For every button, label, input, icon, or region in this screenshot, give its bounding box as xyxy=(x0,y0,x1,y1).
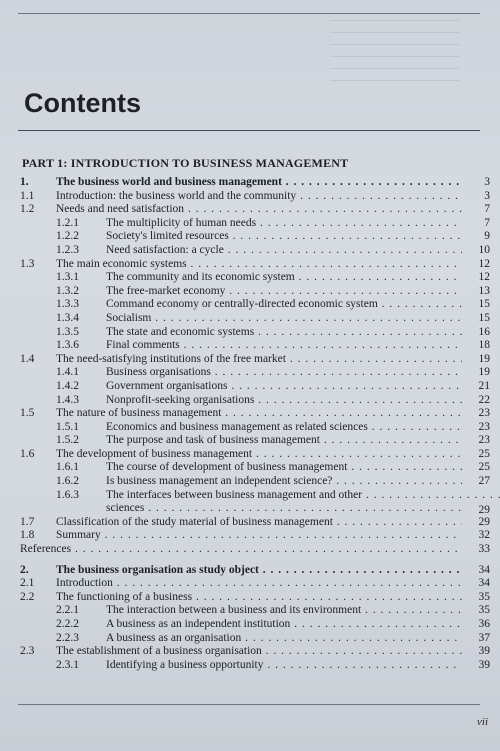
toc-entry xyxy=(0,577,500,591)
toc-entry xyxy=(0,203,500,217)
entry-page-number: 37 xyxy=(478,631,490,644)
entry-page-number: 32 xyxy=(478,529,490,542)
entry-page-number: 34 xyxy=(478,563,490,576)
toc-entry xyxy=(0,366,500,380)
toc-entry xyxy=(0,529,500,543)
toc-entry xyxy=(0,604,500,618)
entry-number: 1.6 xyxy=(20,447,35,460)
entry-number: 1.6.1 xyxy=(56,461,79,474)
entry-number: 2. xyxy=(20,563,29,576)
entry-number: 1.3.4 xyxy=(56,311,79,324)
entry-title: The multiplicity of human needs . . . xyxy=(106,217,462,229)
entry-title: The business world and business management . . . xyxy=(56,176,462,188)
entry-number: 2.2.2 xyxy=(56,618,79,630)
toc-entry xyxy=(0,271,500,285)
entry-number: 1.7 xyxy=(20,515,35,528)
toc-entry xyxy=(0,244,500,258)
entry-title: Society's limited resources . . . xyxy=(106,230,462,242)
toc-entry xyxy=(0,543,500,557)
toc-entry xyxy=(0,461,500,475)
entry-title: References . . . xyxy=(20,543,462,555)
entry-number: 1.1 xyxy=(20,189,35,202)
toc-entry xyxy=(0,394,500,408)
entry-title: Introduction: the business world and the community . . . xyxy=(56,190,462,202)
entry-title: The interfaces between business management and other . . . xyxy=(106,489,500,501)
entry-page-number: 29 xyxy=(478,515,490,528)
entry-number: 1. xyxy=(20,176,29,188)
table-of-contents xyxy=(0,176,500,672)
toc-entry xyxy=(0,339,500,353)
toc-entry xyxy=(0,380,500,394)
entry-title: Final comments . . . xyxy=(106,339,462,351)
entry-title: Identifying a business opportunity . . . xyxy=(106,659,462,671)
entry-number: 2.1 xyxy=(20,577,35,590)
show-through-text xyxy=(330,20,460,90)
entry-title: A business as an independent institution . . . xyxy=(106,618,462,630)
entry-page-number: 22 xyxy=(478,393,490,406)
entry-page-number: 13 xyxy=(478,284,490,297)
entry-page-number: 12 xyxy=(478,257,490,270)
entry-page-number: 29 xyxy=(478,504,490,517)
entry-page-number: 9 xyxy=(484,230,490,243)
entry-number: 1.4.3 xyxy=(56,393,79,406)
entry-number: 1.4 xyxy=(20,352,35,365)
entry-number: 1.5.1 xyxy=(56,420,79,433)
entry-number: 1.4.1 xyxy=(56,366,79,379)
entry-title: The community and its economic system . . . xyxy=(106,271,462,283)
entry-title: The interaction between a business and its environment . . . xyxy=(106,604,462,616)
chapter-entry xyxy=(0,564,500,578)
entry-number: 1.3.2 xyxy=(56,284,79,297)
entry-title: The functioning of a business . . . xyxy=(56,591,462,603)
entry-page-number: 18 xyxy=(478,339,490,352)
entry-title: The need-satisfying institutions of the free market . . . xyxy=(56,353,462,365)
entry-page-number: 34 xyxy=(478,577,490,590)
toc-entry xyxy=(0,421,500,435)
entry-number: 2.2 xyxy=(20,590,35,603)
entry-title: The development of business management . . . xyxy=(56,448,462,460)
part-heading: PART 1: INTRODUCTION TO BUSINESS MANAGEMENT xyxy=(22,156,349,170)
entry-number: 1.6.2 xyxy=(56,475,79,488)
entry-title: The establishment of a business organisation . . . xyxy=(56,645,462,657)
bottom-rule xyxy=(18,704,480,705)
toc-entry xyxy=(0,618,500,632)
toc-entry xyxy=(0,353,500,367)
entry-number: 1.3 xyxy=(20,257,35,270)
entry-title: sciences . . . xyxy=(106,502,462,514)
entry-number: 2.3.1 xyxy=(56,658,79,671)
toc-entry xyxy=(0,632,500,646)
entry-title: Command economy or centrally-directed economic system . . . xyxy=(106,298,462,310)
entry-number: 1.2.3 xyxy=(56,243,79,256)
toc-entry xyxy=(0,516,500,530)
entry-number: 1.8 xyxy=(20,529,35,542)
entry-number: 1.5.2 xyxy=(56,434,79,447)
entry-page-number: 21 xyxy=(478,379,490,392)
entry-page-number: 36 xyxy=(478,618,490,630)
entry-title: The state and economic systems . . . xyxy=(106,326,462,338)
toc-entry xyxy=(0,312,500,326)
entry-page-number: 12 xyxy=(478,271,490,284)
toc-entry xyxy=(0,434,500,448)
entry-page-number: 23 xyxy=(478,420,490,433)
toc-entry xyxy=(0,489,500,503)
entry-title: Needs and need satisfaction . . . xyxy=(56,203,462,215)
toc-entry xyxy=(0,448,500,462)
entry-title: The course of development of business management . . . xyxy=(106,461,462,473)
entry-title: Business organisations . . . xyxy=(106,366,462,378)
entry-title: The main economic systems . . . xyxy=(56,258,462,270)
toc-entry xyxy=(0,475,500,489)
entry-page-number: 16 xyxy=(478,325,490,338)
toc-entry xyxy=(0,591,500,605)
entry-page-number: 7 xyxy=(484,203,490,216)
toc-entry xyxy=(0,645,500,659)
entry-number: 1.3.3 xyxy=(56,298,79,311)
entry-number: 1.5 xyxy=(20,407,35,420)
entry-title: Nonprofit-seeking organisations . . . xyxy=(106,394,462,406)
entry-number: 1.2.2 xyxy=(56,230,79,243)
entry-title: Classification of the study material of business management . . . xyxy=(56,516,462,528)
entry-page-number: 39 xyxy=(478,645,490,658)
entry-number: 1.3.6 xyxy=(56,339,79,352)
toc-entry xyxy=(0,298,500,312)
entry-page-number: 23 xyxy=(478,407,490,420)
entry-page-number: 7 xyxy=(484,216,490,229)
entry-title: Economics and business management as related sciences . . . xyxy=(106,421,462,433)
entry-title: A business as an organisation . . . xyxy=(106,632,462,644)
entry-number: 2.2.1 xyxy=(56,604,79,617)
entry-title: Is business management an independent science? . . . xyxy=(106,475,462,487)
entry-number: 1.2.1 xyxy=(56,216,79,229)
entry-number: 2.3 xyxy=(20,645,35,658)
toc-entry xyxy=(0,502,500,516)
entry-page-number: 39 xyxy=(478,658,490,671)
entry-title: Introduction . . . xyxy=(56,577,462,589)
toc-entry xyxy=(0,326,500,340)
entry-title: The purpose and task of business management . . . xyxy=(106,434,462,446)
toc-entry xyxy=(0,659,500,673)
entry-page-number: 25 xyxy=(478,461,490,474)
entry-title: The nature of business management . . . xyxy=(56,407,462,419)
entry-page-number: 15 xyxy=(478,298,490,311)
entry-page-number: 3 xyxy=(484,189,490,202)
entry-page-number: 35 xyxy=(478,590,490,603)
toc-entry xyxy=(0,258,500,272)
toc-entry xyxy=(0,407,500,421)
entry-title: The business organisation as study object . . . xyxy=(56,564,462,576)
entry-number: 1.6.3 xyxy=(56,488,79,501)
toc-entry xyxy=(0,230,500,244)
chapter-entry xyxy=(0,176,500,190)
entry-title: Need satisfaction: a cycle . . . xyxy=(106,244,462,256)
entry-page-number: 23 xyxy=(478,434,490,447)
toc-entry xyxy=(0,217,500,231)
entry-title: Socialism . . . xyxy=(106,312,462,324)
entry-page-number: 25 xyxy=(478,447,490,460)
toc-entry xyxy=(0,285,500,299)
entry-title: Government organisations . . . xyxy=(106,380,462,392)
entry-number: 1.3.1 xyxy=(56,271,79,284)
entry-number: 1.3.5 xyxy=(56,325,79,338)
toc-entry xyxy=(0,190,500,204)
entry-number: 2.2.3 xyxy=(56,631,79,644)
title-rule xyxy=(18,130,480,131)
entry-page-number: 3 xyxy=(484,176,490,188)
entry-number: 1.4.2 xyxy=(56,379,79,392)
entry-page-number: 35 xyxy=(478,604,490,617)
entry-page-number: 15 xyxy=(478,311,490,324)
entry-number: 1.2 xyxy=(20,203,35,216)
entry-page-number: 27 xyxy=(478,475,490,488)
top-rule xyxy=(18,13,480,14)
entry-title: Summary . . . xyxy=(56,529,462,541)
entry-page-number: 19 xyxy=(478,366,490,379)
page-folio: vii xyxy=(477,716,488,728)
entry-page-number: 10 xyxy=(478,243,490,256)
entry-title: The free-market economy . . . xyxy=(106,285,462,297)
entry-page-number: 19 xyxy=(478,352,490,365)
entry-page-number: 33 xyxy=(478,543,490,556)
page-title: Contents xyxy=(24,88,141,118)
